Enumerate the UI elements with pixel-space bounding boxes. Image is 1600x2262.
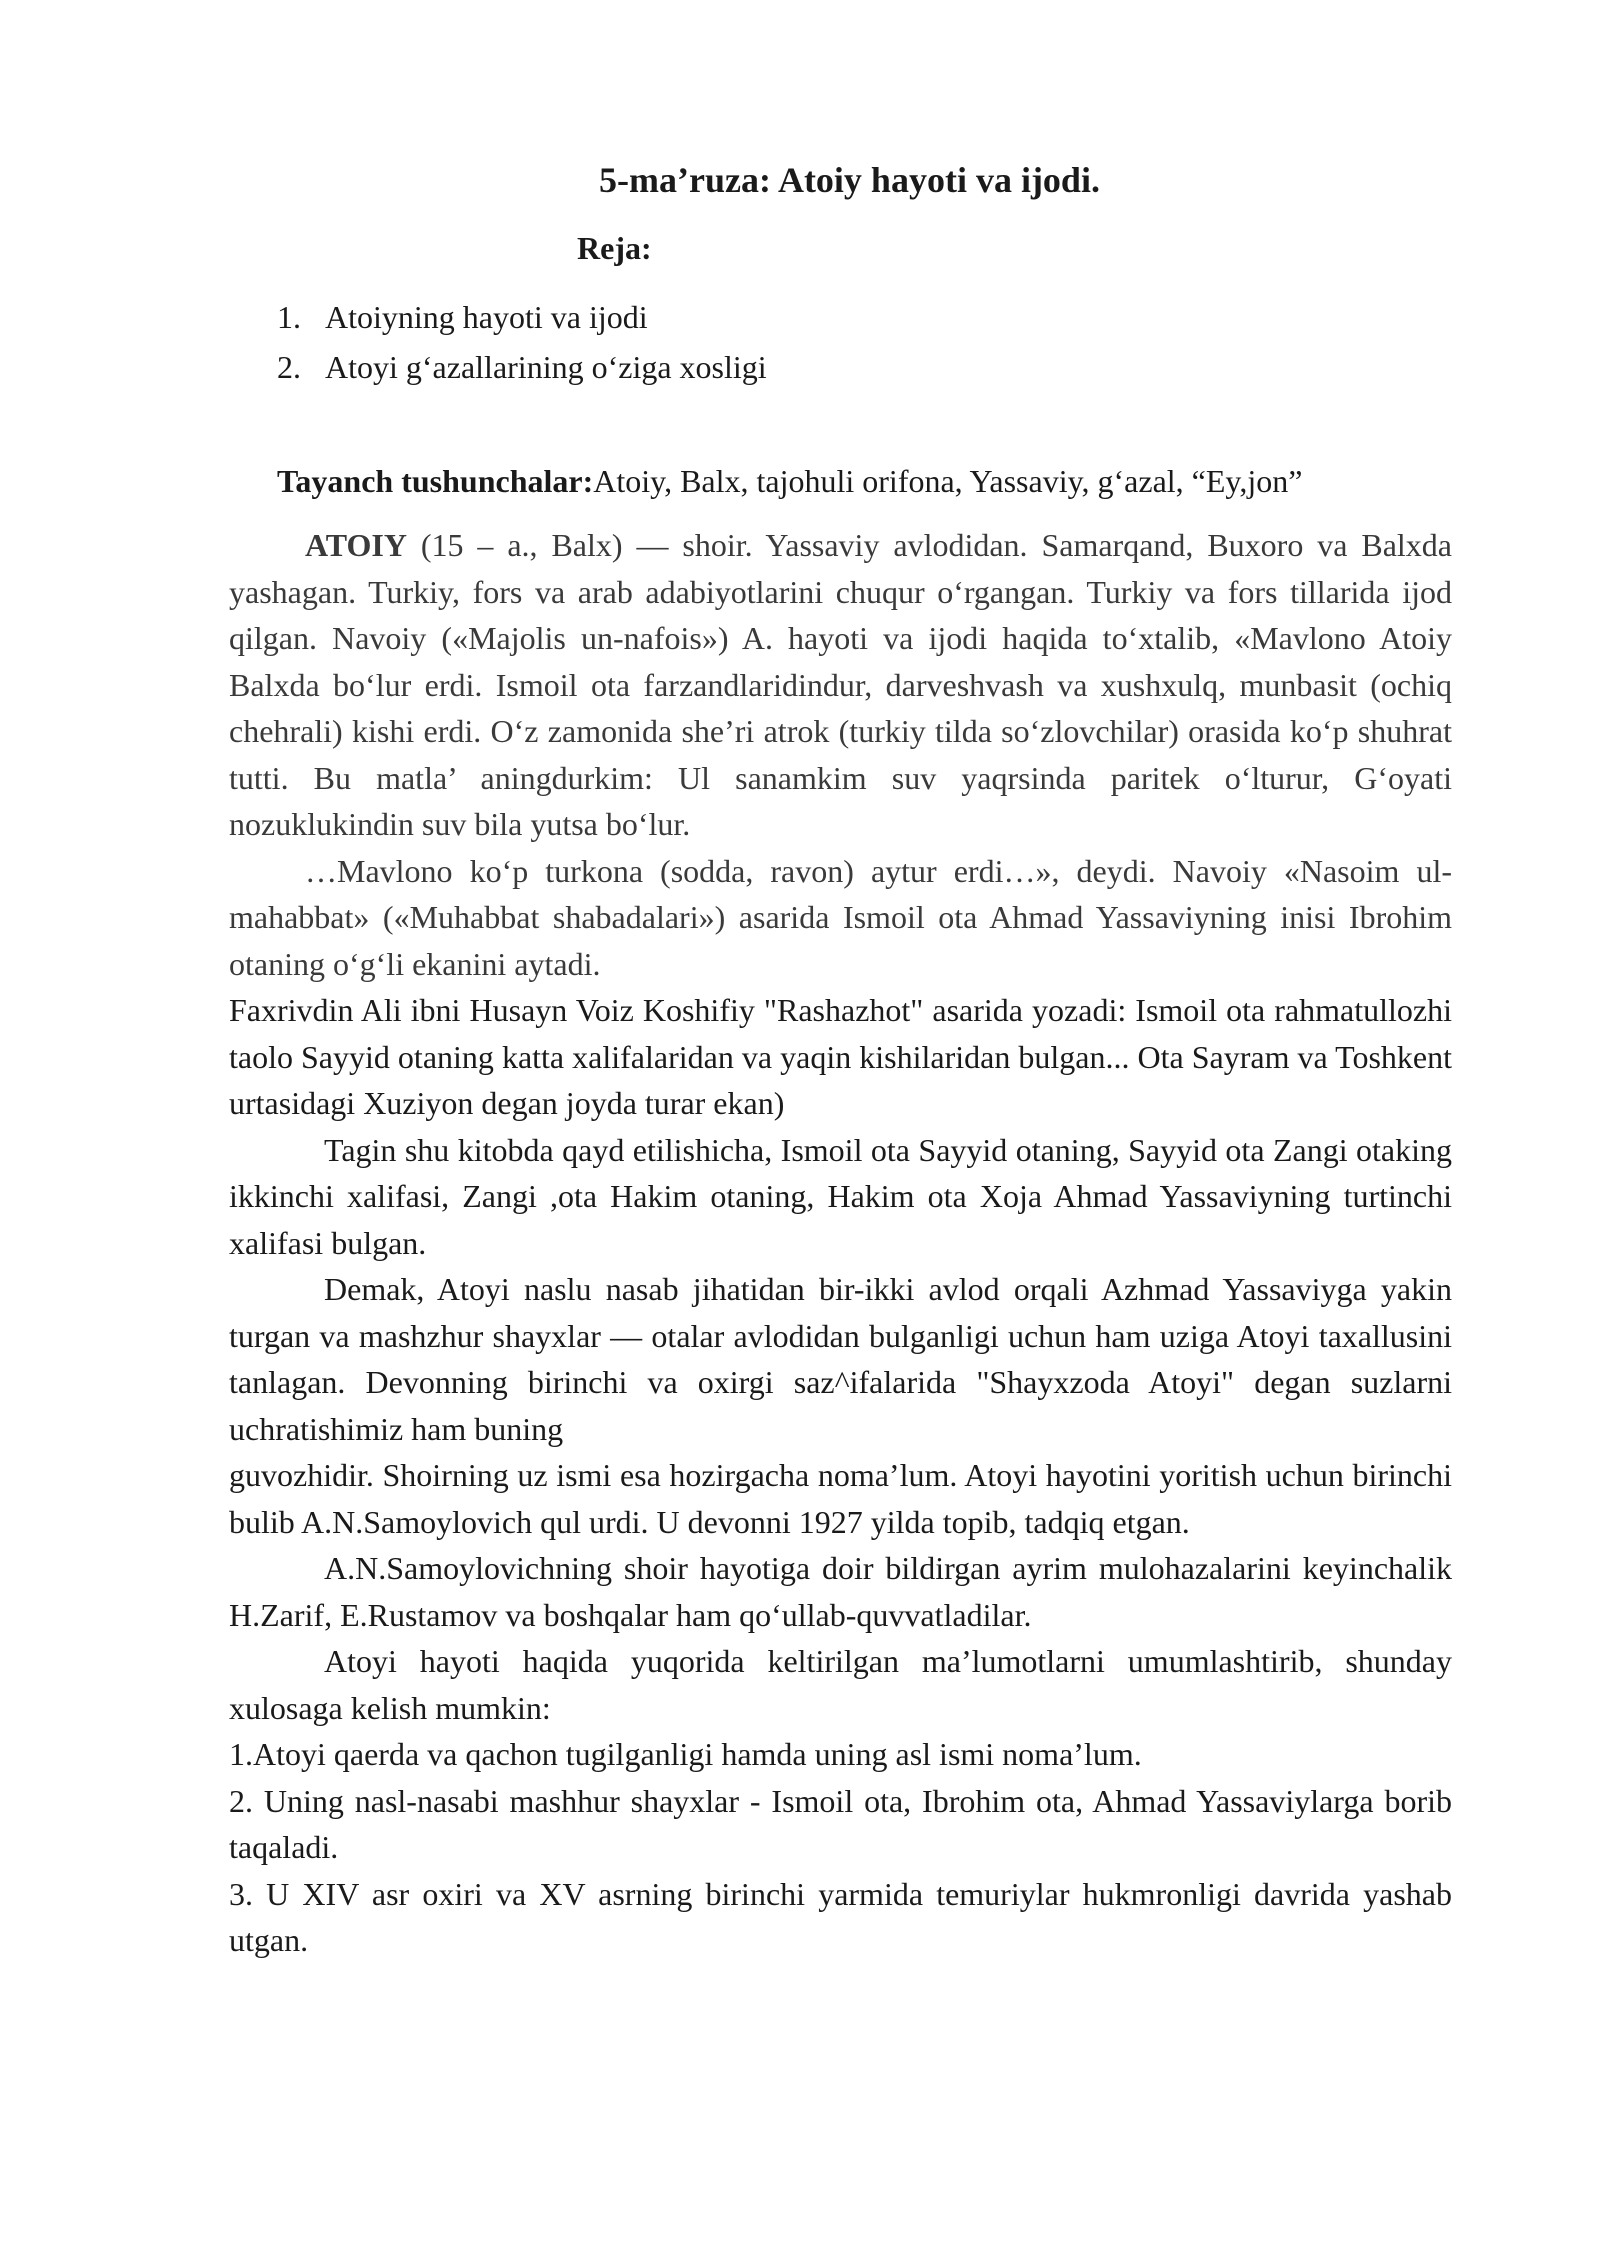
plan-list	[277, 292, 1452, 392]
paragraph: 1.Atoyi qaerda va qachon tugilganligi hamda uning asl ismi noma’lum.	[229, 1736, 1142, 1772]
plan-item	[277, 342, 1452, 392]
paragraph: Tagin shu kitobda qayd etilishicha, Ismoil ota Sayyid otaning, Sayyid ota Zangi otaking ikkinchi xalifasi, Zangi ,ota Hakim otaning, Hakim ota Xoja Ahmad Yassaviyning turtinchi xalifasi bulgan.	[229, 1131, 1452, 1261]
plan-item-number: 1.	[277, 299, 301, 335]
plan-heading: Reja:	[577, 230, 652, 266]
body-text	[229, 522, 1452, 1964]
plan-item-text: Atoyi g‘azallarining o‘ziga xosligi	[325, 349, 767, 385]
plan-item-number: 2.	[277, 349, 301, 385]
plan-item-text: Atoiyning hayoti va ijodi	[325, 299, 648, 335]
paragraph: Atoyi hayoti haqida yuqorida keltirilgan ma’lumotlarni umumlashtirib, shunday xulosaga kelish mumkin:	[229, 1643, 1452, 1726]
paragraph: Demak, Atoyi naslu nasab jihatidan bir-ikki avlod orqali Azhmad Yassaviyga yakin turgan va mashzhur shayxlar — otalar avlodidan bulganligi uchun ham uziga Atoyi taxallusini tanlagan. Devonning birinchi va oxirgi saz^ifalarida "Shayxzoda Atoyi" degan suzlarni uchratishimiz ham buning	[229, 1271, 1452, 1447]
paragraph	[229, 522, 1452, 848]
paragraph: guvozhidir. Shoirning uz ismi esa hozirgacha noma’lum. Atoyi hayotini yoritish uchun birinchi bulib A.N.Samoylovich qul urdi. U devonni 1927 yilda topib, tadqiq etgan.	[229, 1457, 1452, 1540]
paragraph-text: (15 – a., Balx) — shoir. Yassaviy avlodidan. Samarqand, Buxoro va Balxda yashagan. Turkiy, fors va arab adabiyotlarini chuqur o‘rgangan. Turkiy va fors tillarida ijod qilgan. Navoiy («Majolis un-nafois») A. hayoti va ijodi haqida to‘xtalib, «Mavlono Atoiy Balxda bo‘lur erdi. Ismoil ota farzandlaridindur, darveshvash va xushxulq, munbasit (ochiq chehrali) kishi erdi. O‘z zamonida she’ri atrok (turkiy tilda so‘zlovchilar) orasida ko‘p shuhrat tutti. Bu matla’ aningdurkim: Ul sanamkim suv yaqrsinda paritek o‘lturur, G‘oyati nozuklukindin suv bila yutsa bo‘lur.	[229, 527, 1452, 842]
paragraph: 2. Uning nasl-nasabi mashhur shayxlar - Ismoil ota, Ibrohim ota, Ahmad Yassaviylarga borib taqaladi.	[229, 1782, 1452, 1865]
keywords-line	[277, 456, 1452, 506]
paragraph: Faxrivdin Ali ibni Husayn Voiz Koshifiy "Rashazhot" asarida yozadi: Ismoil ota rahmatullozhi taolo Sayyid otaning katta xalifalaridan va yaqin kishilaridan bulgan... Ota Sayram va Toshkent urtasidagi Xuziyon degan joyda turar ekan)	[229, 992, 1452, 1121]
keywords-label: Tayanch tushunchalar:	[277, 463, 594, 499]
page-title: 5-ma’ruza: Atoiy hayoti va ijodi.	[599, 160, 1100, 200]
plan-item	[277, 292, 1452, 342]
paragraph: 3. U XIV asr oxiri va XV asrning birinchi yarmida temuriylar hukmronligi davrida yashab utgan.	[229, 1875, 1452, 1958]
paragraph: …Mavlono ko‘p turkona (sodda, ravon) aytur erdi…», deydi. Navoiy «Nasoim ul-mahabbat» («Muhabbat shabadalari») asarida Ismoil ota Ahmad Yassaviyning inisi Ibrohim otaning o‘g‘li ekanini aytadi.	[229, 852, 1452, 982]
paragraph-lead: ATOIY	[305, 527, 407, 563]
keywords-text: Atoiy, Balx, tajohuli orifona, Yassaviy, g‘azal, “Ey,jon”	[593, 463, 1303, 499]
paragraph: A.N.Samoylovichning shoir hayotiga doir bildirgan ayrim mulohazalarini keyinchalik H.Zarif, E.Rustamov va boshqalar ham qo‘ullab-quvvatladilar.	[229, 1550, 1452, 1633]
